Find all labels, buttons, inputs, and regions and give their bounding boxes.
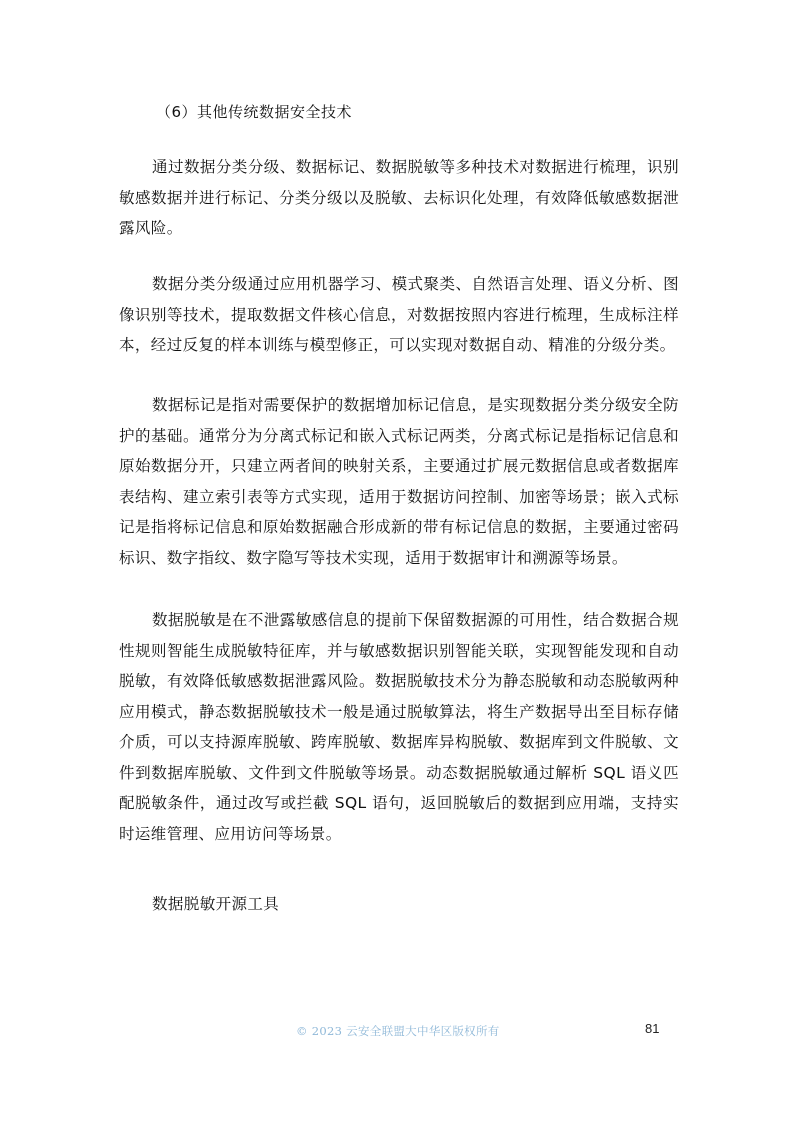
page-number: 81 bbox=[645, 1021, 660, 1036]
paragraph-data-marking: 数据标记是指对需要保护的数据增加标记信息，是实现数据分类分级安全防护的基础。通常分为分离式标记和嵌入式标记两类，分离式标记是指标记信息和原始数据分开，只建立两者间的映射关系，主要通过扩展元数据信息或者数据库表结构、建立索引表等方式实现，适用于数据访问控制、加密等场景；嵌入式标记是指将标记信息和原始数据融合形成新的带有标记信息的数据，主要通过密码标识、数字指纹、数字隐写等技术实现，适用于数据审计和溯源等场景。 bbox=[119, 396, 679, 567]
footer-copyright: © 2023 云安全联盟大中华区版权所有 bbox=[296, 1024, 500, 1038]
subheading-masking-tools: 数据脱敏开源工具 bbox=[152, 895, 280, 913]
paragraph-data-masking: 数据脱敏是在不泄露敏感信息的提前下保留数据源的可用性，结合数据合规性规则智能生成脱敏特征库，并与敏感数据识别智能关联，实现智能发现和自动脱敏，有效降低敏感数据泄露风险。数据脱敏技术分为静态脱敏和动态脱敏两种应用模式，静态数据脱敏技术一般是通过脱敏算法，将生产数据导出至目标存储介质，可以支持源库脱敏、跨库脱敏、数据库异构脱敏、数据库到文件脱敏、文件到数据库脱敏、文件到文件脱敏等场景。动态数据脱敏通过解析 SQL 语义匹配脱敏条件，通过改写或拦截 SQL 语句，返回脱敏后的数据到应用端，支持实时运维管理、应用访问等场景。 bbox=[119, 611, 679, 843]
paragraph-data-governance: 通过数据分类分级、数据标记、数据脱敏等多种技术对数据进行梳理，识别敏感数据并进行标记、分类分级以及脱敏、去标识化处理，有效降低敏感数据泄露风险。 bbox=[119, 158, 679, 237]
paragraph-classification: 数据分类分级通过应用机器学习、模式聚类、自然语言处理、语义分析、图像识别等技术，提取数据文件核心信息，对数据按照内容进行梳理，生成标注样本，经过反复的样本训练与模型修正，可以实现对数据自动、精准的分级分类。 bbox=[119, 275, 679, 354]
section-heading: （6）其他传统数据安全技术 bbox=[156, 103, 353, 121]
